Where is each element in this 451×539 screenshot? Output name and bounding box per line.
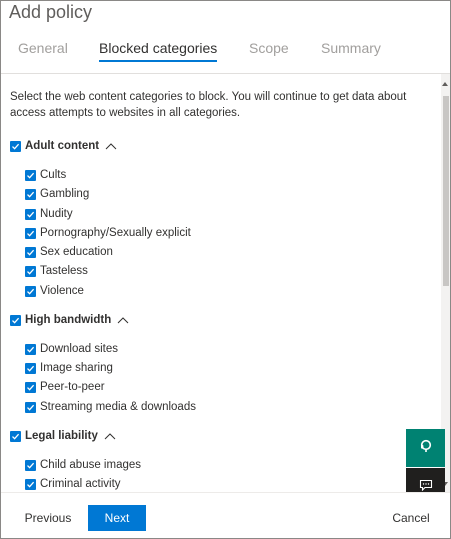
help-button[interactable] xyxy=(406,429,445,467)
subcategory-checkbox[interactable] xyxy=(25,286,36,297)
chevron-up-icon[interactable] xyxy=(104,432,116,440)
subcategory-violence[interactable] xyxy=(25,283,84,299)
subcategory-download-sites[interactable] xyxy=(25,341,118,357)
subcategory-tasteless[interactable] xyxy=(25,263,88,279)
cancel-button[interactable]: Cancel xyxy=(392,511,430,525)
panel-footer xyxy=(1,492,450,539)
subcategory-peer-to-peer[interactable] xyxy=(25,379,105,395)
subcategory-checkbox[interactable] xyxy=(25,363,36,374)
subcategory-checkbox[interactable] xyxy=(25,479,36,490)
previous-button[interactable]: Previous xyxy=(24,511,72,525)
subcategory-nudity[interactable] xyxy=(25,206,73,222)
category-label: Legal liability xyxy=(25,430,98,442)
headset-icon xyxy=(418,438,434,459)
subcategory-child-abuse-images[interactable] xyxy=(25,457,141,473)
subcategory-checkbox[interactable] xyxy=(25,344,36,355)
category-high-bandwidth[interactable] xyxy=(10,312,129,328)
category-label: Adult content xyxy=(25,140,100,152)
subcategory-checkbox[interactable] xyxy=(25,266,36,277)
tab-general-label: General xyxy=(18,40,68,56)
tab-general[interactable] xyxy=(18,39,68,57)
subcategory-checkbox[interactable] xyxy=(25,402,36,413)
subcategory-image-sharing[interactable] xyxy=(25,360,113,376)
scroll-thumb[interactable] xyxy=(443,96,449,286)
intro-text: Select the web content categories to block. You will continue to get data about access attempts to websites in all categories. xyxy=(10,91,407,119)
subcategory-label: Download sites xyxy=(40,343,118,355)
subcategory-label: Sex education xyxy=(40,246,113,258)
subcategory-criminal-activity[interactable] xyxy=(25,476,121,492)
subcategory-label: Tasteless xyxy=(40,265,88,277)
category-checkbox[interactable] xyxy=(10,141,21,152)
subcategory-pornography[interactable] xyxy=(25,225,191,241)
category-adult-content[interactable] xyxy=(10,138,117,154)
tab-scope-label: Scope xyxy=(249,40,289,56)
subcategory-label: Streaming media & downloads xyxy=(40,401,196,413)
subcategory-label: Gambling xyxy=(40,188,90,200)
subcategory-label: Peer-to-peer xyxy=(40,381,105,393)
wizard-tabs xyxy=(1,39,450,63)
category-checkbox[interactable] xyxy=(10,315,21,326)
category-label: High bandwidth xyxy=(25,314,112,326)
subcategory-cults[interactable] xyxy=(25,167,66,183)
next-button[interactable]: Next xyxy=(88,505,146,531)
panel-title: Add policy xyxy=(9,2,93,22)
subcategory-checkbox[interactable] xyxy=(25,382,36,393)
subcategory-sex-education[interactable] xyxy=(25,244,113,260)
subcategory-checkbox[interactable] xyxy=(25,170,36,181)
subcategory-checkbox[interactable] xyxy=(25,247,36,258)
subcategory-label: Violence xyxy=(40,285,84,297)
category-checkbox[interactable] xyxy=(10,431,21,442)
chevron-up-icon[interactable] xyxy=(105,142,117,150)
tab-summary-label: Summary xyxy=(321,40,381,56)
chevron-up-icon[interactable] xyxy=(117,316,129,324)
subcategory-checkbox[interactable] xyxy=(25,189,36,200)
subcategory-gambling[interactable] xyxy=(25,186,89,202)
category-legal-liability[interactable] xyxy=(10,428,116,444)
subcategory-label: Pornography/Sexually explicit xyxy=(40,227,191,239)
subcategory-label: Nudity xyxy=(40,208,73,220)
subcategory-streaming-media[interactable] xyxy=(25,399,196,415)
subcategory-checkbox[interactable] xyxy=(25,460,36,471)
tab-blocked-categories-label: Blocked categories xyxy=(99,40,218,56)
subcategory-checkbox[interactable] xyxy=(25,228,36,239)
subcategory-label: Image sharing xyxy=(40,362,113,374)
subcategory-label: Cults xyxy=(40,169,67,181)
active-tab-indicator xyxy=(99,60,217,62)
subcategory-checkbox[interactable] xyxy=(25,209,36,220)
tab-blocked-categories[interactable] xyxy=(99,39,217,57)
scroll-up-icon[interactable] xyxy=(442,82,448,86)
tab-summary[interactable] xyxy=(321,39,381,57)
subcategory-label: Criminal activity xyxy=(40,478,121,490)
categories-scroll-area[interactable] xyxy=(1,74,441,492)
tab-scope[interactable] xyxy=(249,39,289,57)
subcategory-label: Child abuse images xyxy=(40,459,142,471)
